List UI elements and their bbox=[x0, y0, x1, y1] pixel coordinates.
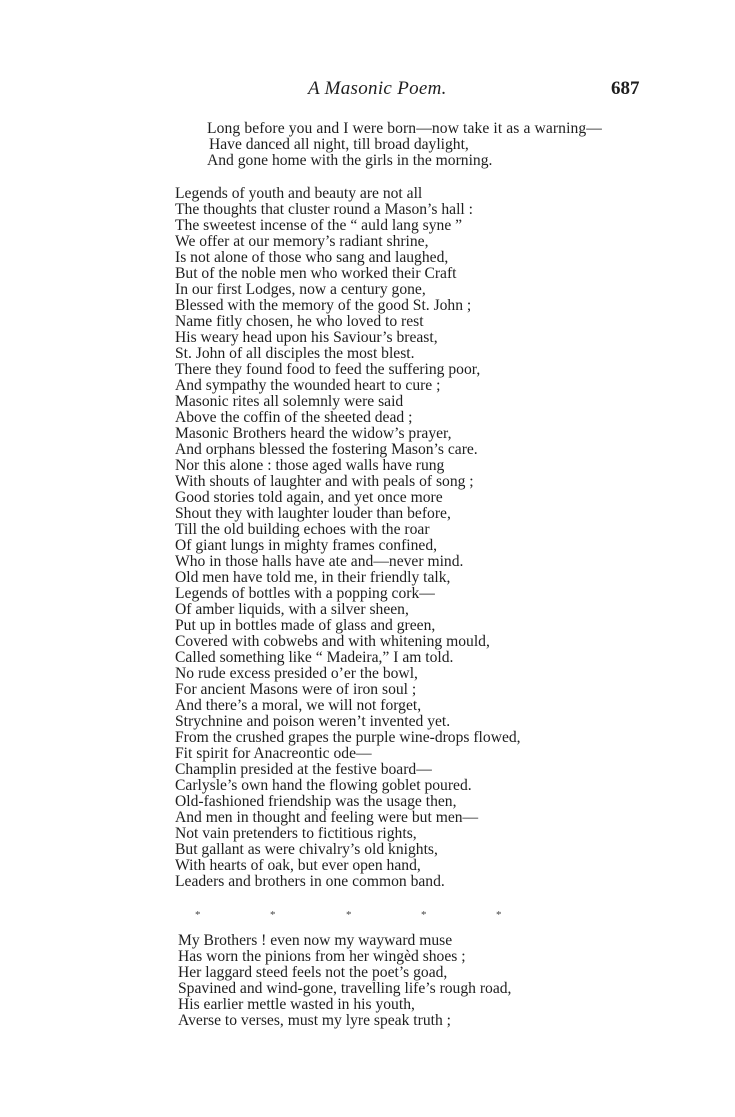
poem-line: Long before you and I were born—now take it as a warning— bbox=[207, 120, 602, 137]
poem-line: Old-fashioned friendship was the usage then, bbox=[175, 793, 457, 810]
poem-line: Her laggard steed feels not the poet’s goad, bbox=[178, 964, 448, 981]
poem-line: From the crushed grapes the purple wine-drops flowed, bbox=[175, 729, 521, 746]
poem-line: And orphans blessed the fostering Mason’s care. bbox=[175, 441, 478, 458]
section-break-star: * bbox=[346, 909, 352, 921]
section-break-star: * bbox=[496, 909, 502, 921]
poem-line: But of the noble men who worked their Craft bbox=[175, 265, 457, 282]
page-number: 687 bbox=[611, 78, 640, 99]
poem-line: Good stories told again, and yet once more bbox=[175, 489, 443, 506]
poem-line: Carlysle’s own hand the flowing goblet poured. bbox=[175, 777, 472, 794]
section-break-star: * bbox=[195, 909, 201, 921]
poem-line: Fit spirit for Anacreontic ode— bbox=[175, 745, 372, 762]
poem-line: Is not alone of those who sang and laughed, bbox=[175, 249, 449, 266]
poem-line: Covered with cobwebs and with whitening mould, bbox=[175, 633, 490, 650]
poem-line: Has worn the pinions from her wingèd shoes ; bbox=[178, 948, 466, 965]
poem-line: Legends of youth and beauty are not all bbox=[175, 185, 423, 202]
poem-line: Above the coffin of the sheeted dead ; bbox=[175, 409, 413, 426]
poem-line: With shouts of laughter and with peals of song ; bbox=[175, 473, 474, 490]
poem-line: Spavined and wind-gone, travelling life’s rough road, bbox=[178, 980, 512, 997]
poem-line: With hearts of oak, but ever open hand, bbox=[175, 857, 421, 874]
poem-line: Put up in bottles made of glass and green, bbox=[175, 617, 436, 634]
section-break bbox=[0, 909, 735, 925]
section-break-star: * bbox=[270, 909, 276, 921]
poem-line: Old men have told me, in their friendly talk, bbox=[175, 569, 451, 586]
poem-line: The thoughts that cluster round a Mason’s hall : bbox=[175, 201, 473, 218]
poem-line: Blessed with the memory of the good St. John ; bbox=[175, 297, 472, 314]
poem-line: Averse to verses, must my lyre speak truth ; bbox=[178, 1012, 451, 1029]
poem-line: But gallant as were chivalry’s old knights, bbox=[175, 841, 438, 858]
running-title: A Masonic Poem. bbox=[308, 78, 447, 99]
poem-line: Nor this alone : those aged walls have rung bbox=[175, 457, 445, 474]
poem-line: We offer at our memory’s radiant shrine, bbox=[175, 233, 429, 250]
poem-line: For ancient Masons were of iron soul ; bbox=[175, 681, 417, 698]
poem-line: Champlin presided at the festive board— bbox=[175, 761, 432, 778]
running-head bbox=[0, 78, 735, 102]
poem-line: Of amber liquids, with a silver sheen, bbox=[175, 601, 409, 618]
poem-line: The sweetest incense of the “ auld lang syne ” bbox=[175, 217, 463, 234]
section-break-star: * bbox=[421, 909, 427, 921]
poem-line: Called something like “ Madeira,” I am told. bbox=[175, 649, 454, 666]
poem-line: Who in those halls have ate and—never mind. bbox=[175, 553, 464, 570]
poem-line: Leaders and brothers in one common band. bbox=[175, 873, 445, 890]
poem-line: Name fitly chosen, he who loved to rest bbox=[175, 313, 424, 330]
poem-line: Masonic rites all solemnly were said bbox=[175, 393, 404, 410]
poem-line: Have danced all night, till broad daylight, bbox=[209, 136, 469, 153]
poem-line: And gone home with the girls in the morning. bbox=[207, 152, 493, 169]
poem-line: St. John of all disciples the most blest. bbox=[175, 345, 415, 362]
poem-line: Legends of bottles with a popping cork— bbox=[175, 585, 435, 602]
poem-line: His earlier mettle wasted in his youth, bbox=[178, 996, 415, 1013]
poem-line: Not vain pretenders to fictitious rights, bbox=[175, 825, 417, 842]
poem-line: Of giant lungs in mighty frames confined, bbox=[175, 537, 438, 554]
poem-line: Masonic Brothers heard the widow’s prayer, bbox=[175, 425, 452, 442]
poem-line: Till the old building echoes with the roar bbox=[175, 521, 430, 538]
poem-line: In our first Lodges, now a century gone, bbox=[175, 281, 426, 298]
poem-line: Strychnine and poison weren’t invented yet. bbox=[175, 713, 451, 730]
poem-line: And sympathy the wounded heart to cure ; bbox=[175, 377, 441, 394]
poem-line: Shout they with laughter louder than before, bbox=[175, 505, 451, 522]
poem-line: My Brothers ! even now my wayward muse bbox=[178, 932, 453, 949]
poem-line: There they found food to feed the suffering poor, bbox=[175, 361, 481, 378]
poem-line: His weary head upon his Saviour’s breast, bbox=[175, 329, 438, 346]
poem-line: No rude excess presided o’er the bowl, bbox=[175, 665, 418, 682]
poem-line: And there’s a moral, we will not forget, bbox=[175, 697, 422, 714]
poem-line: And men in thought and feeling were but men— bbox=[175, 809, 479, 826]
